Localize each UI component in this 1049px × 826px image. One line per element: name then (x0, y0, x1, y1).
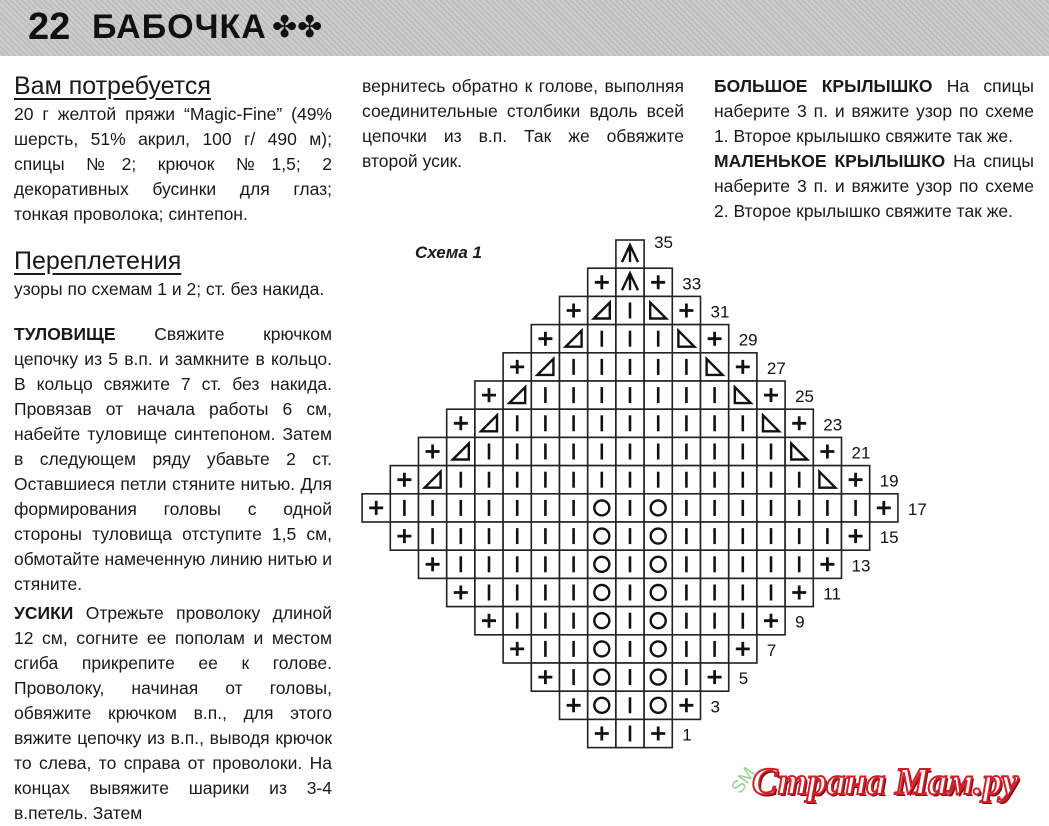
chart-cell (588, 578, 616, 606)
small-wing-paragraph: МАЛЕНЬКОЕ КРЫЛЫШКО На спицы наберите 3 п. и вяжите узор по схеме 2. Второе крылышко свяжите так же. (714, 151, 1034, 221)
row-number-label: 25 (795, 387, 815, 407)
row-number-label: 7 (766, 640, 777, 660)
row-number-label: 31 (710, 302, 730, 322)
row-number-label: 5 (738, 669, 749, 689)
chart-cell (588, 550, 616, 578)
row-number-label: 27 (766, 358, 786, 378)
small-wing-keyword: МАЛЕНЬКОЕ КРЫЛЫШКО (714, 151, 946, 171)
chart-cell (644, 522, 672, 550)
row-number-label: 19 (879, 471, 899, 491)
ornament-icon: ✤✤ (272, 11, 323, 44)
row-number-label: 13 (851, 556, 871, 576)
chart-cell (588, 663, 616, 691)
middle-text: вернитесь обратно к голове, выполняя соединительные столбики вдоль всей цепочки из в.п. Так же обвяжите второй усик. (362, 76, 684, 171)
chart-cell (644, 578, 672, 606)
page-number: 22 (28, 6, 71, 48)
chart-cell (644, 691, 672, 719)
chart-cell (644, 607, 672, 635)
watermark-side: SM (727, 763, 760, 798)
patterns-text: узоры по схемам 1 и 2; ст. без накида. (14, 279, 325, 299)
chart-cell (644, 494, 672, 522)
patterns-heading: Переплетения (14, 247, 182, 275)
body-paragraph: ТУЛОВИЩЕ Свяжите крючком цепочку из 5 в.п. и замкните в кольцо. В кольцо свяжите 7 ст. без накида. Провязав от начала работы 6 см, набейте туловище синтепоном. Затем в следующем ряду убавьте 2 ст. Оставшиеся петли стяните нитью. Для формирования головы с одной стороны туловища отступите 1,5 см, обмотайте намеченную линию нитью и стяните. (14, 324, 332, 594)
row-number-label: 11 (823, 584, 841, 604)
row-number-label: 23 (823, 415, 843, 435)
body-keyword: ТУЛОВИЩЕ (14, 324, 116, 344)
materials-heading: Вам потребуется (14, 72, 211, 100)
scheme-title: Схема 1 (415, 243, 482, 262)
big-wing-paragraph: БОЛЬШОЕ КРЫЛЫШКО На спицы наберите 3 п. и вяжите узор по схеме 1. Второе крылышко свяжите так же. (714, 76, 1034, 146)
materials-text: 20 г желтой пряжи “Magic-Fine” (49% шерсть, 51% акрил, 100 г/ 490 м); спицы №2; крючок №1,5; 2 декоративных бусинки для глаз; тонкая проволока; синтепон. (14, 104, 332, 224)
antenna-paragraph: УСИКИ Отрежьте проволоку длиной 12 см, согните ее пополам и местом сгиба прикрепите ее к голове. Проволоку, начиная от головы, обвяжите крючком в.п., для этого вяжите цепочку из в.п., выводя крючок то слева, то справа от проволоки. На концах вывяжите шарики из 3-4 в.петель. Затем (14, 603, 332, 823)
row-number-label: 21 (851, 443, 871, 463)
row-number-label: 9 (795, 612, 805, 632)
watermark: Страна Мам.ру (752, 761, 1019, 803)
row-number-label: 29 (738, 330, 758, 350)
article-title: БАБОЧКА (92, 8, 267, 46)
row-number-label: 17 (907, 499, 927, 519)
chart-cell (644, 550, 672, 578)
chart-cell (588, 635, 616, 663)
chart-cell (588, 494, 616, 522)
row-number-label: 33 (682, 274, 702, 294)
chart-cell (588, 607, 616, 635)
chart-cell (644, 635, 672, 663)
big-wing-keyword: БОЛЬШОЕ КРЫЛЫШКО (714, 76, 933, 96)
chart-cell (644, 663, 672, 691)
chart-cell (588, 691, 616, 719)
chart-cell (588, 522, 616, 550)
row-number-label: 15 (879, 528, 899, 548)
antenna-keyword: УСИКИ (14, 603, 74, 623)
row-number-label: 1 (682, 725, 692, 745)
row-number-label: 3 (710, 697, 720, 717)
row-number-label: 35 (654, 233, 674, 253)
